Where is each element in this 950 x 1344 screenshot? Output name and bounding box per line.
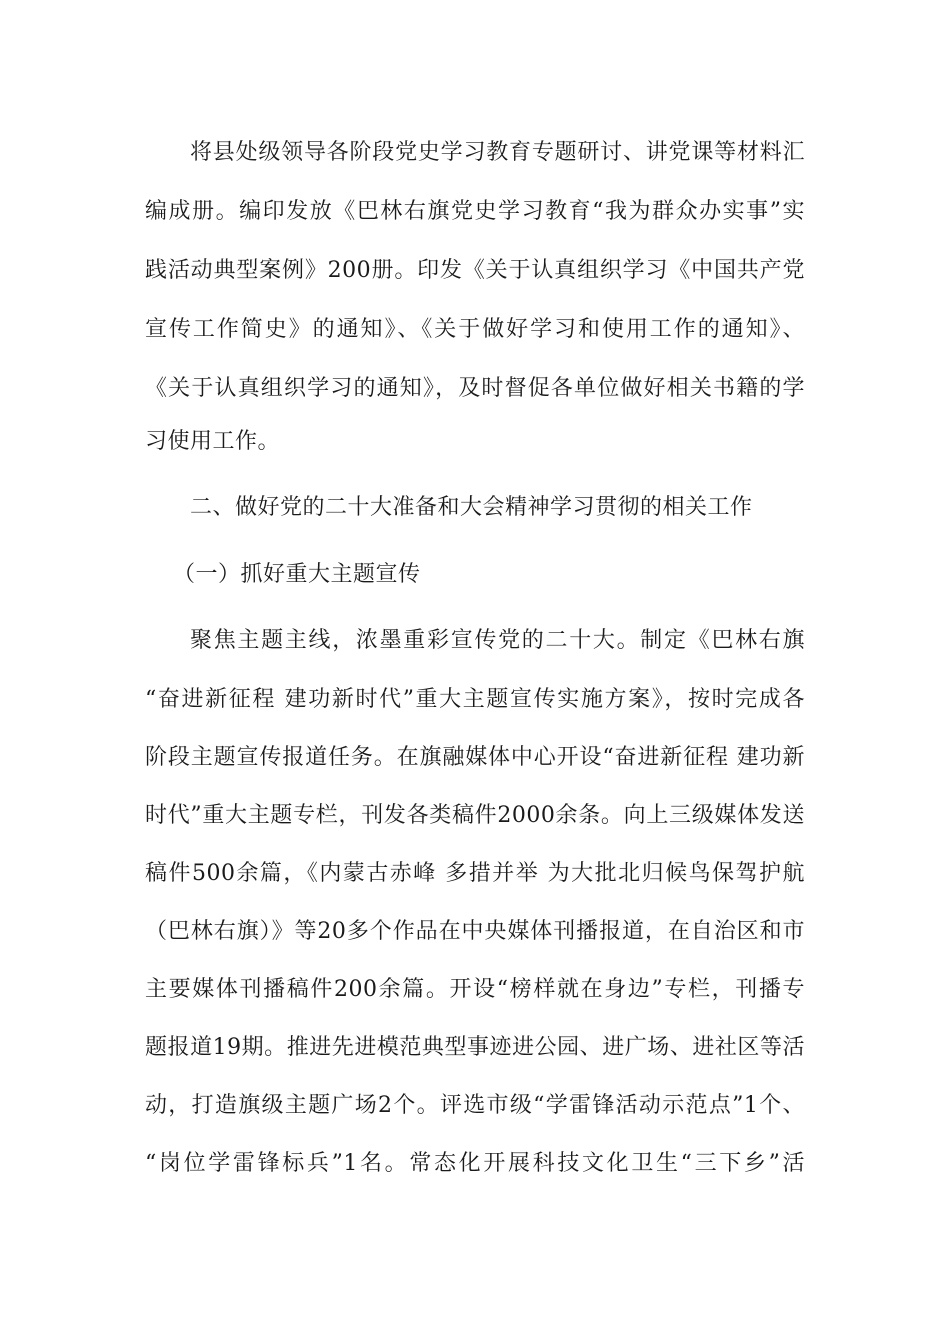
paragraph-1-line-1: 将县处级领导各阶段党史学习教育专题研讨、讲党课等材料汇 (190, 140, 805, 165)
paragraph-1-line-4: 宣传工作简史》的通知》、《关于做好学习和使用工作的通知》、 (145, 317, 805, 342)
paragraph-1-line-3: 践活动典型案例》200册。印发《关于认真组织学习《中国共产党 (145, 258, 805, 283)
paragraph-1-line-2: 编成册。编印发放《巴林右旗党史学习教育“我为群众办实事”实 (145, 199, 805, 224)
paragraph-2-line-5: 稿件500余篇，《内蒙古赤峰 多措并举 为大批北归候鸟保驾护航 (145, 861, 805, 886)
paragraph-2-line-7: 主要媒体刊播稿件200余篇。开设“榜样就在身边”专栏，刊播专 (145, 977, 805, 1002)
paragraph-2-line-3: 阶段主题宣传报道任务。在旗融媒体中心开设“奋进新征程 建功新 (145, 745, 805, 770)
paragraph-1-line-5: 《关于认真组织学习的通知》，及时督促各单位做好相关书籍的学 (145, 376, 805, 401)
paragraph-2-line-1: 聚焦主题主线，浓墨重彩宣传党的二十大。制定《巴林右旗 (190, 628, 805, 653)
paragraph-1-line-6: 习使用工作。 (145, 429, 281, 454)
subsection-heading: （一）抓好重大主题宣传 (173, 562, 421, 587)
paragraph-2-line-2: “奋进新征程 建功新时代”重大主题宣传实施方案》，按时完成各 (145, 687, 805, 712)
paragraph-2-line-4: 时代”重大主题专栏，刊发各类稿件2000余条。向上三级媒体发送 (145, 803, 805, 828)
paragraph-2-line-9: 动，打造旗级主题广场2个。评选市级“学雷锋活动示范点”1个、 (145, 1093, 805, 1118)
paragraph-2-line-8: 题报道19期。推进先进模范典型事迹进公园、进广场、进社区等活 (145, 1035, 805, 1060)
paragraph-2-line-6: （巴林右旗）》等20多个作品在中央媒体刊播报道，在自治区和市 (145, 919, 805, 944)
section-heading: 二、做好党的二十大准备和大会精神学习贯彻的相关工作 (190, 495, 753, 520)
paragraph-2-line-10: “岗位学雷锋标兵”1名。常态化开展科技文化卫生“三下乡”活 (145, 1151, 805, 1176)
